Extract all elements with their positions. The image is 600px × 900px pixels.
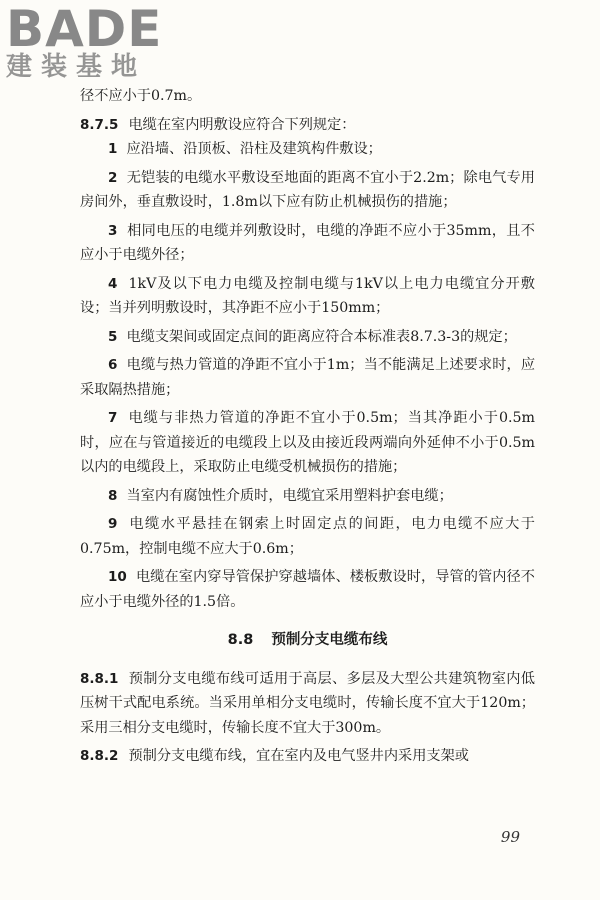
logo-subtitle: 建装基地: [6, 52, 147, 82]
clause-text: 电缆在室内明敷设应符合下列规定：: [128, 116, 356, 133]
item-text: 电缆与热力管道的净距不宜小于1m；当不能满足上述要求时，应采取隔热措施；: [80, 357, 536, 398]
clause-8-8-2: [80, 744, 535, 769]
list-item: [80, 406, 535, 480]
clause-8-7-5: [80, 113, 535, 138]
clause-number: 8.7.5: [80, 116, 119, 133]
item-text: 当室内有腐蚀性介质时，电缆宜采用塑料护套电缆；: [126, 487, 453, 504]
list-item: [80, 137, 535, 162]
item-text: 1kV及以下电力电缆及控制电缆与1kV以上电力电缆宜分开敷设；当并列明敷设时，其净距不应小于150mm；: [80, 275, 535, 316]
section-heading: [80, 628, 535, 653]
item-number: 7: [108, 410, 118, 426]
item-number: 2: [108, 169, 118, 186]
item-number: 5: [108, 328, 118, 345]
item-number: 4: [108, 275, 118, 292]
item-number: 10: [108, 569, 127, 585]
list-item: [80, 272, 535, 321]
clause-number: 8.8.2: [80, 748, 119, 764]
logo-brand: BADE: [6, 0, 163, 58]
list-item: [80, 325, 535, 350]
list-item: [80, 512, 535, 561]
carry-over-line: 径不应小于0.7m。: [80, 88, 202, 104]
item-number: 1: [108, 141, 118, 157]
item-text: 电缆与非热力管道的净距不宜小于0.5m；当其净距小于0.5m时，应在与管道接近的电缆段上以及由接近段两端向外延伸不小于0.5m以内的电缆段上，采取防止电缆受机械损伤的措施；: [80, 410, 535, 475]
item-text: 应沿墙、沿顶板、沿柱及建筑构件敷设；: [126, 141, 382, 157]
clause-8-8-1: [80, 667, 535, 741]
section-title: 预制分支电缆布线: [271, 632, 388, 648]
item-number: 9: [108, 516, 118, 532]
item-number: 6: [108, 357, 118, 373]
list-item: [80, 565, 535, 614]
item-text: 电缆支架间或固定点间的距离应符合本标准表8.7.3-3的规定；: [126, 328, 517, 345]
list-item: [80, 484, 535, 509]
item-number: 8: [108, 487, 118, 504]
item-text: 电缆水平悬挂在钢索上时固定点的间距，电力电缆不应大于0.75m，控制电缆不应大于0.6m；: [80, 516, 535, 557]
page-number: 99: [500, 828, 520, 846]
item-text: 电缆在室内穿导管保护穿越墙体、楼板敷设时，导管的管内径不应小于电缆外径的1.5倍。: [80, 569, 535, 610]
list-item: [80, 166, 535, 215]
item-text: 无铠装的电缆水平敷设至地面的距离不宜小于2.2m；除电气专用房间外，垂直敷设时，1.8m以下应有防止机械损伤的措施；: [80, 169, 535, 210]
item-number: 3: [108, 222, 118, 239]
clause-text: 预制分支电缆布线可适用于高层、多层及大型公共建筑物室内低压树干式配电系统。当采用单相分支电缆时，传输长度不宜大于120m；采用三相分支电缆时，传输长度不宜大于300m。: [80, 670, 535, 736]
item-text: 相同电压的电缆并列敷设时，电缆的净距不应小于35mm，且不应小于电缆外径；: [80, 222, 535, 263]
body-text: [80, 84, 535, 769]
list-item: [80, 353, 535, 402]
clause-text: 预制分支电缆布线，宜在室内及电气竖井内采用支架或: [128, 748, 469, 764]
watermark-logo: [6, 2, 181, 82]
clause-number: 8.8.1: [80, 670, 119, 687]
section-number: 8.8: [227, 632, 254, 648]
list-item: [80, 219, 535, 268]
